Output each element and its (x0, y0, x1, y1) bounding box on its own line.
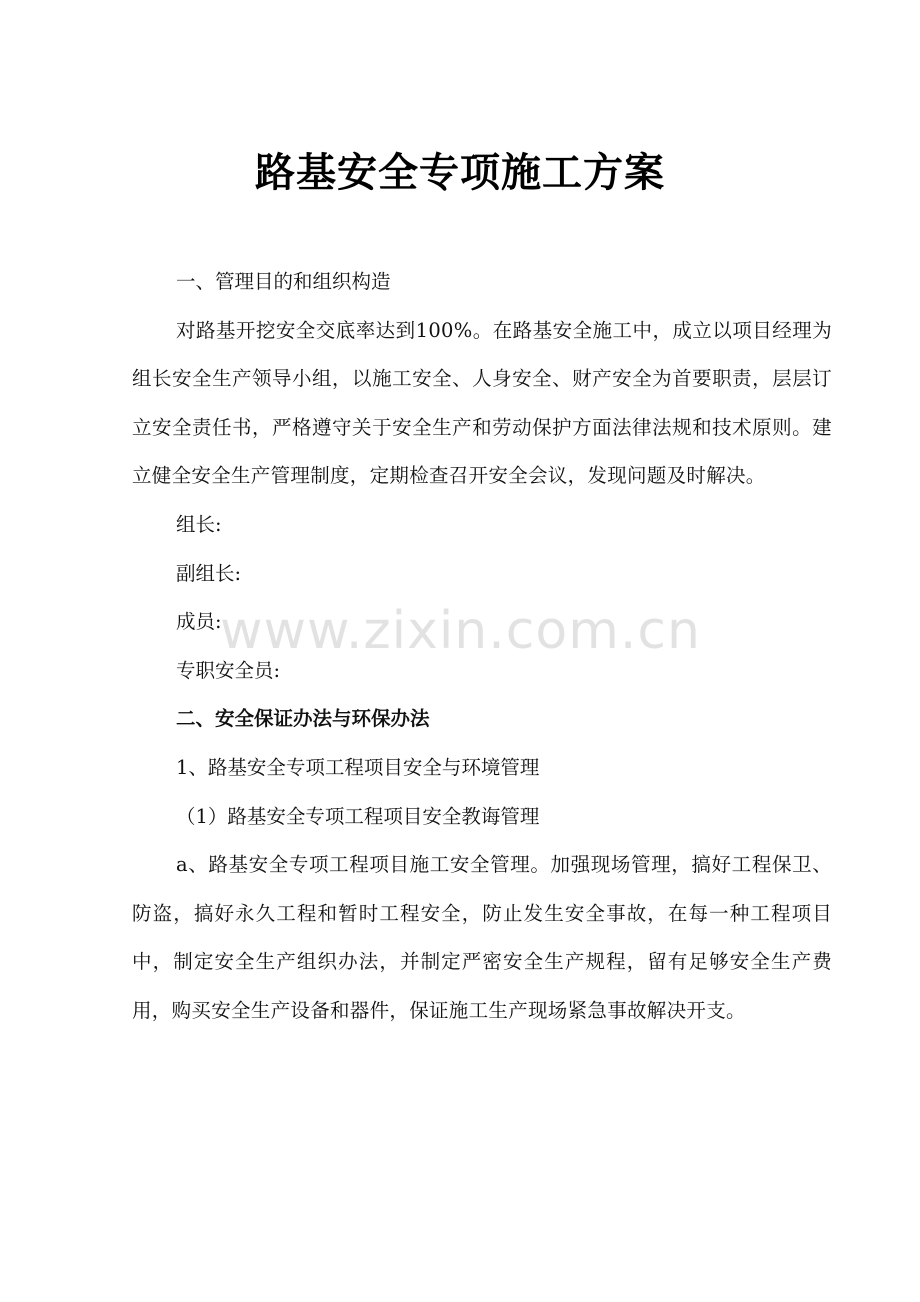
members-line: 成员: (176, 610, 222, 634)
paragraph-construction-safety: a、路基安全专项工程项目施工安全管理。加强现场管理，搞好工程保卫、防盗，搞好永久工程和暂时工程安全，防止发生安全事故，在每一种工程项目中，制定安全生产组织办法，并制定严密安全生产规程，留有足够安全生产费用，购买安全生产设备和器件，保证施工生产现场紧急事故解决开支。 (132, 853, 832, 1022)
document-body (132, 258, 832, 1036)
deputy-leader-line: 副组长: (176, 561, 242, 585)
section-heading-safety-measures: 二、安全保证办法与环保办法 (176, 707, 430, 731)
paragraph-management-goal: 对路基开挖安全交底率达到100%。在路基安全施工中，成立以项目经理为组长安全生产领导小组，以施工安全、人身安全、财产安全为首要职责，层层订立安全责任书，严格遵守关于安全生产和劳动保护方面法律法规和技术原则。建立健全安全生产管理制度，定期检查召开安全会议，发现问题及时解决。 (132, 318, 832, 488)
document-title: 路基安全专项施工方案 (255, 150, 665, 196)
subsection-heading-1: 1、路基安全专项工程项目安全与环境管理 (176, 755, 540, 779)
subsection-heading-1-1: （1）路基安全专项工程项目安全教诲管理 (176, 804, 540, 828)
team-leader-line: 组长: (176, 512, 222, 536)
watermark: www.zixin.com.cn (220, 601, 701, 661)
safety-officer-line: 专职安全员: (176, 658, 281, 682)
section-heading-management: 一、管理目的和组织构造 (176, 270, 391, 293)
